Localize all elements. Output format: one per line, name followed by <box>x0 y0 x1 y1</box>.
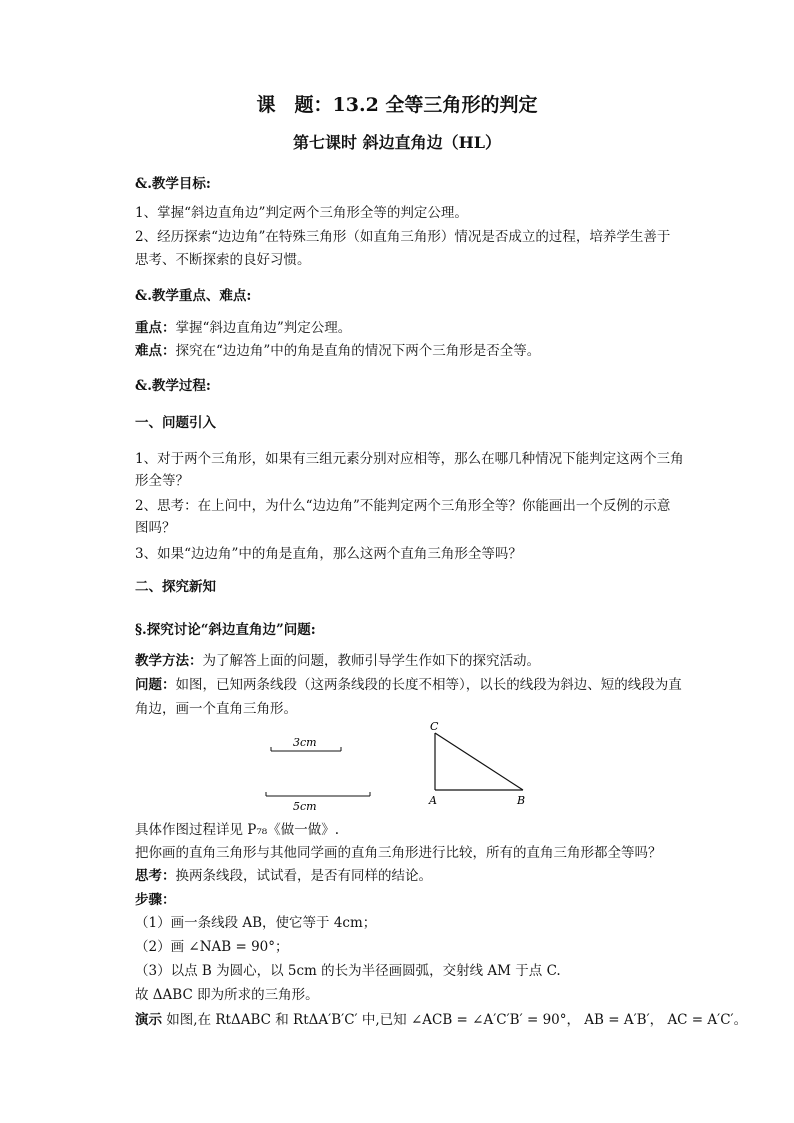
goals-heading: &.教学目标: <box>135 176 211 192</box>
question-text: 如图，已知两条线段（这两条线段的长度不相等），以长的线段为斜边、短的线段为直 <box>175 677 682 693</box>
steps-label: 步骤： <box>135 892 176 908</box>
segment-5cm-label: 5cm <box>293 800 317 813</box>
see-also-line: 具体作图过程详见 P₇₈《做一做》. <box>135 822 339 838</box>
lesson-title: 课 题：13.2 全等三角形的判定 <box>256 94 538 116</box>
keypoint-text: 掌握“斜边直角边”判定公理。 <box>175 320 352 336</box>
compare-line: 把你画的直角三角形与其他同学画的直角三角形进行比较，所有的直角三角形都全等吗？ <box>135 845 662 861</box>
demo-label: 演示 <box>135 1012 162 1028</box>
step-item: （1）画一条线段 AB，使它等于 4cm； <box>135 915 377 931</box>
demo-row <box>135 1010 747 1030</box>
segment-3cm-label: 3cm <box>293 736 317 749</box>
question-text-cont: 角边，画一个直角三角形。 <box>135 701 297 717</box>
question-row <box>135 675 682 695</box>
think-text: 换两条线段，试试看，是否有同样的结论。 <box>175 868 432 884</box>
difficulty-label: 难点： <box>135 343 176 359</box>
question-item: 形全等？ <box>135 473 189 489</box>
method-text: 为了解答上面的问题，教师引导学生作如下的探究活动。 <box>202 653 540 669</box>
keypoint-label: 重点： <box>135 320 176 336</box>
method-row <box>135 651 540 671</box>
vertex-c-label: C <box>430 720 439 733</box>
think-label: 思考： <box>135 868 176 884</box>
difficulty-row <box>135 341 540 361</box>
construction-figure <box>260 716 540 816</box>
keypoints-heading: &.教学重点、难点: <box>135 288 252 304</box>
demo-text: 如图,在 RtΔABC 和 RtΔA′B′C′ 中,已知 ∠ACB = ∠A′C′B′ = 90°， AB = A′B′， AC = A′C′。 <box>166 1012 748 1028</box>
method-label: 教学方法： <box>135 653 203 669</box>
difficulty-text: 探究在“边边角”中的角是直角的情况下两个三角形是否全等。 <box>175 343 541 359</box>
step-item: （2）画 ∠NAB = 90°； <box>135 939 289 955</box>
part2-heading: 二、探究新知 <box>135 579 216 595</box>
goal-item: 1、掌握“斜边直角边”判定两个三角形全等的判定公理。 <box>135 205 468 221</box>
vertex-a-label: A <box>429 794 437 807</box>
question-item: 图吗？ <box>135 520 176 536</box>
question-item: 3、如果“边边角”中的角是直角，那么这两个直角三角形全等吗？ <box>135 546 522 562</box>
question-item: 1、对于两个三角形，如果有三组元素分别对应相等，那么在哪几种情况下能判定这两个三角 <box>135 451 684 467</box>
keypoint-row <box>135 318 351 338</box>
step-item: （3）以点 B 为圆心，以 5cm 的长为半径画圆弧，交射线 AM 于点 C. <box>135 963 561 979</box>
lesson-subtitle: 第七课时 斜边直角边（HL） <box>293 133 501 152</box>
question-label: 问题： <box>135 677 176 693</box>
segment-5cm <box>266 792 370 796</box>
goal-item: 思考、不断探索的良好习惯。 <box>135 252 311 268</box>
goal-item: 2、经历探索“边边角”在特殊三角形（如直角三角形）情况是否成立的过程，培养学生善于 <box>135 229 671 245</box>
process-heading: &.教学过程: <box>135 378 211 394</box>
part1-heading: 一、问题引入 <box>135 415 216 431</box>
question-item: 2、思考：在上问中，为什么“边边角”不能判定两个三角形全等？你能画出一个反例的示意 <box>135 498 671 514</box>
explore-heading: §.探究讨论“斜边直角边”问题: <box>135 622 316 638</box>
right-triangle <box>435 733 523 790</box>
think-row <box>135 866 432 886</box>
vertex-b-label: B <box>517 794 526 807</box>
step-conclusion: 故 ΔABC 即为所求的三角形。 <box>135 987 319 1003</box>
